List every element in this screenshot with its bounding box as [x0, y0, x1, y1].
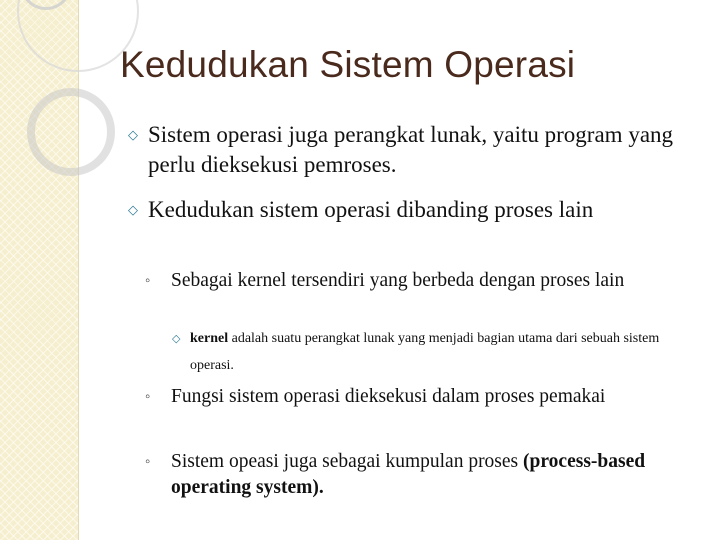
sub-sub-bullet-item-1: [172, 325, 680, 379]
sub-bullet-text: Fungsi sistem operasi dieksekusi dalam proses pemakai: [171, 386, 606, 407]
bullet-item-2: [128, 195, 693, 225]
sub-bullet-item-3: [145, 449, 661, 501]
hollow-diamond-bullet-icon: ◇: [128, 203, 138, 218]
sub-bullet-text: Sebagai kernel tersendiri yang berbeda dengan proses lain: [171, 270, 625, 291]
circle-bullet-icon: ◦: [145, 389, 151, 405]
bullet-text: Sistem operasi juga perangkat lunak, yaitu program yang perlu dieksekusi pemroses.: [148, 122, 674, 177]
bullet-item-1: [128, 120, 693, 180]
bullet-text: Kedudukan sistem operasi dibanding proses lain: [148, 197, 594, 222]
circle-bullet-icon: ◦: [145, 454, 151, 470]
sub-bullet-item-1: [145, 268, 661, 294]
hollow-diamond-bullet-icon: ◇: [172, 332, 181, 345]
hollow-diamond-bullet-icon: ◇: [128, 128, 138, 143]
sub-bullet-text: Sistem opeasi juga sebagai kumpulan proses: [171, 451, 519, 472]
bold-continuation: (process-based operating system).: [171, 451, 646, 498]
sub-sub-bullet-text: adalah suatu perangkat lunak yang menjadi bagian utama dari sebuah sistem operasi.: [190, 331, 660, 373]
slide-title: Kedudukan Sistem Operasi: [120, 44, 576, 85]
bold-term: kernel: [190, 331, 229, 346]
circle-bullet-icon: ◦: [145, 273, 151, 289]
sub-bullet-item-2: [145, 384, 661, 410]
